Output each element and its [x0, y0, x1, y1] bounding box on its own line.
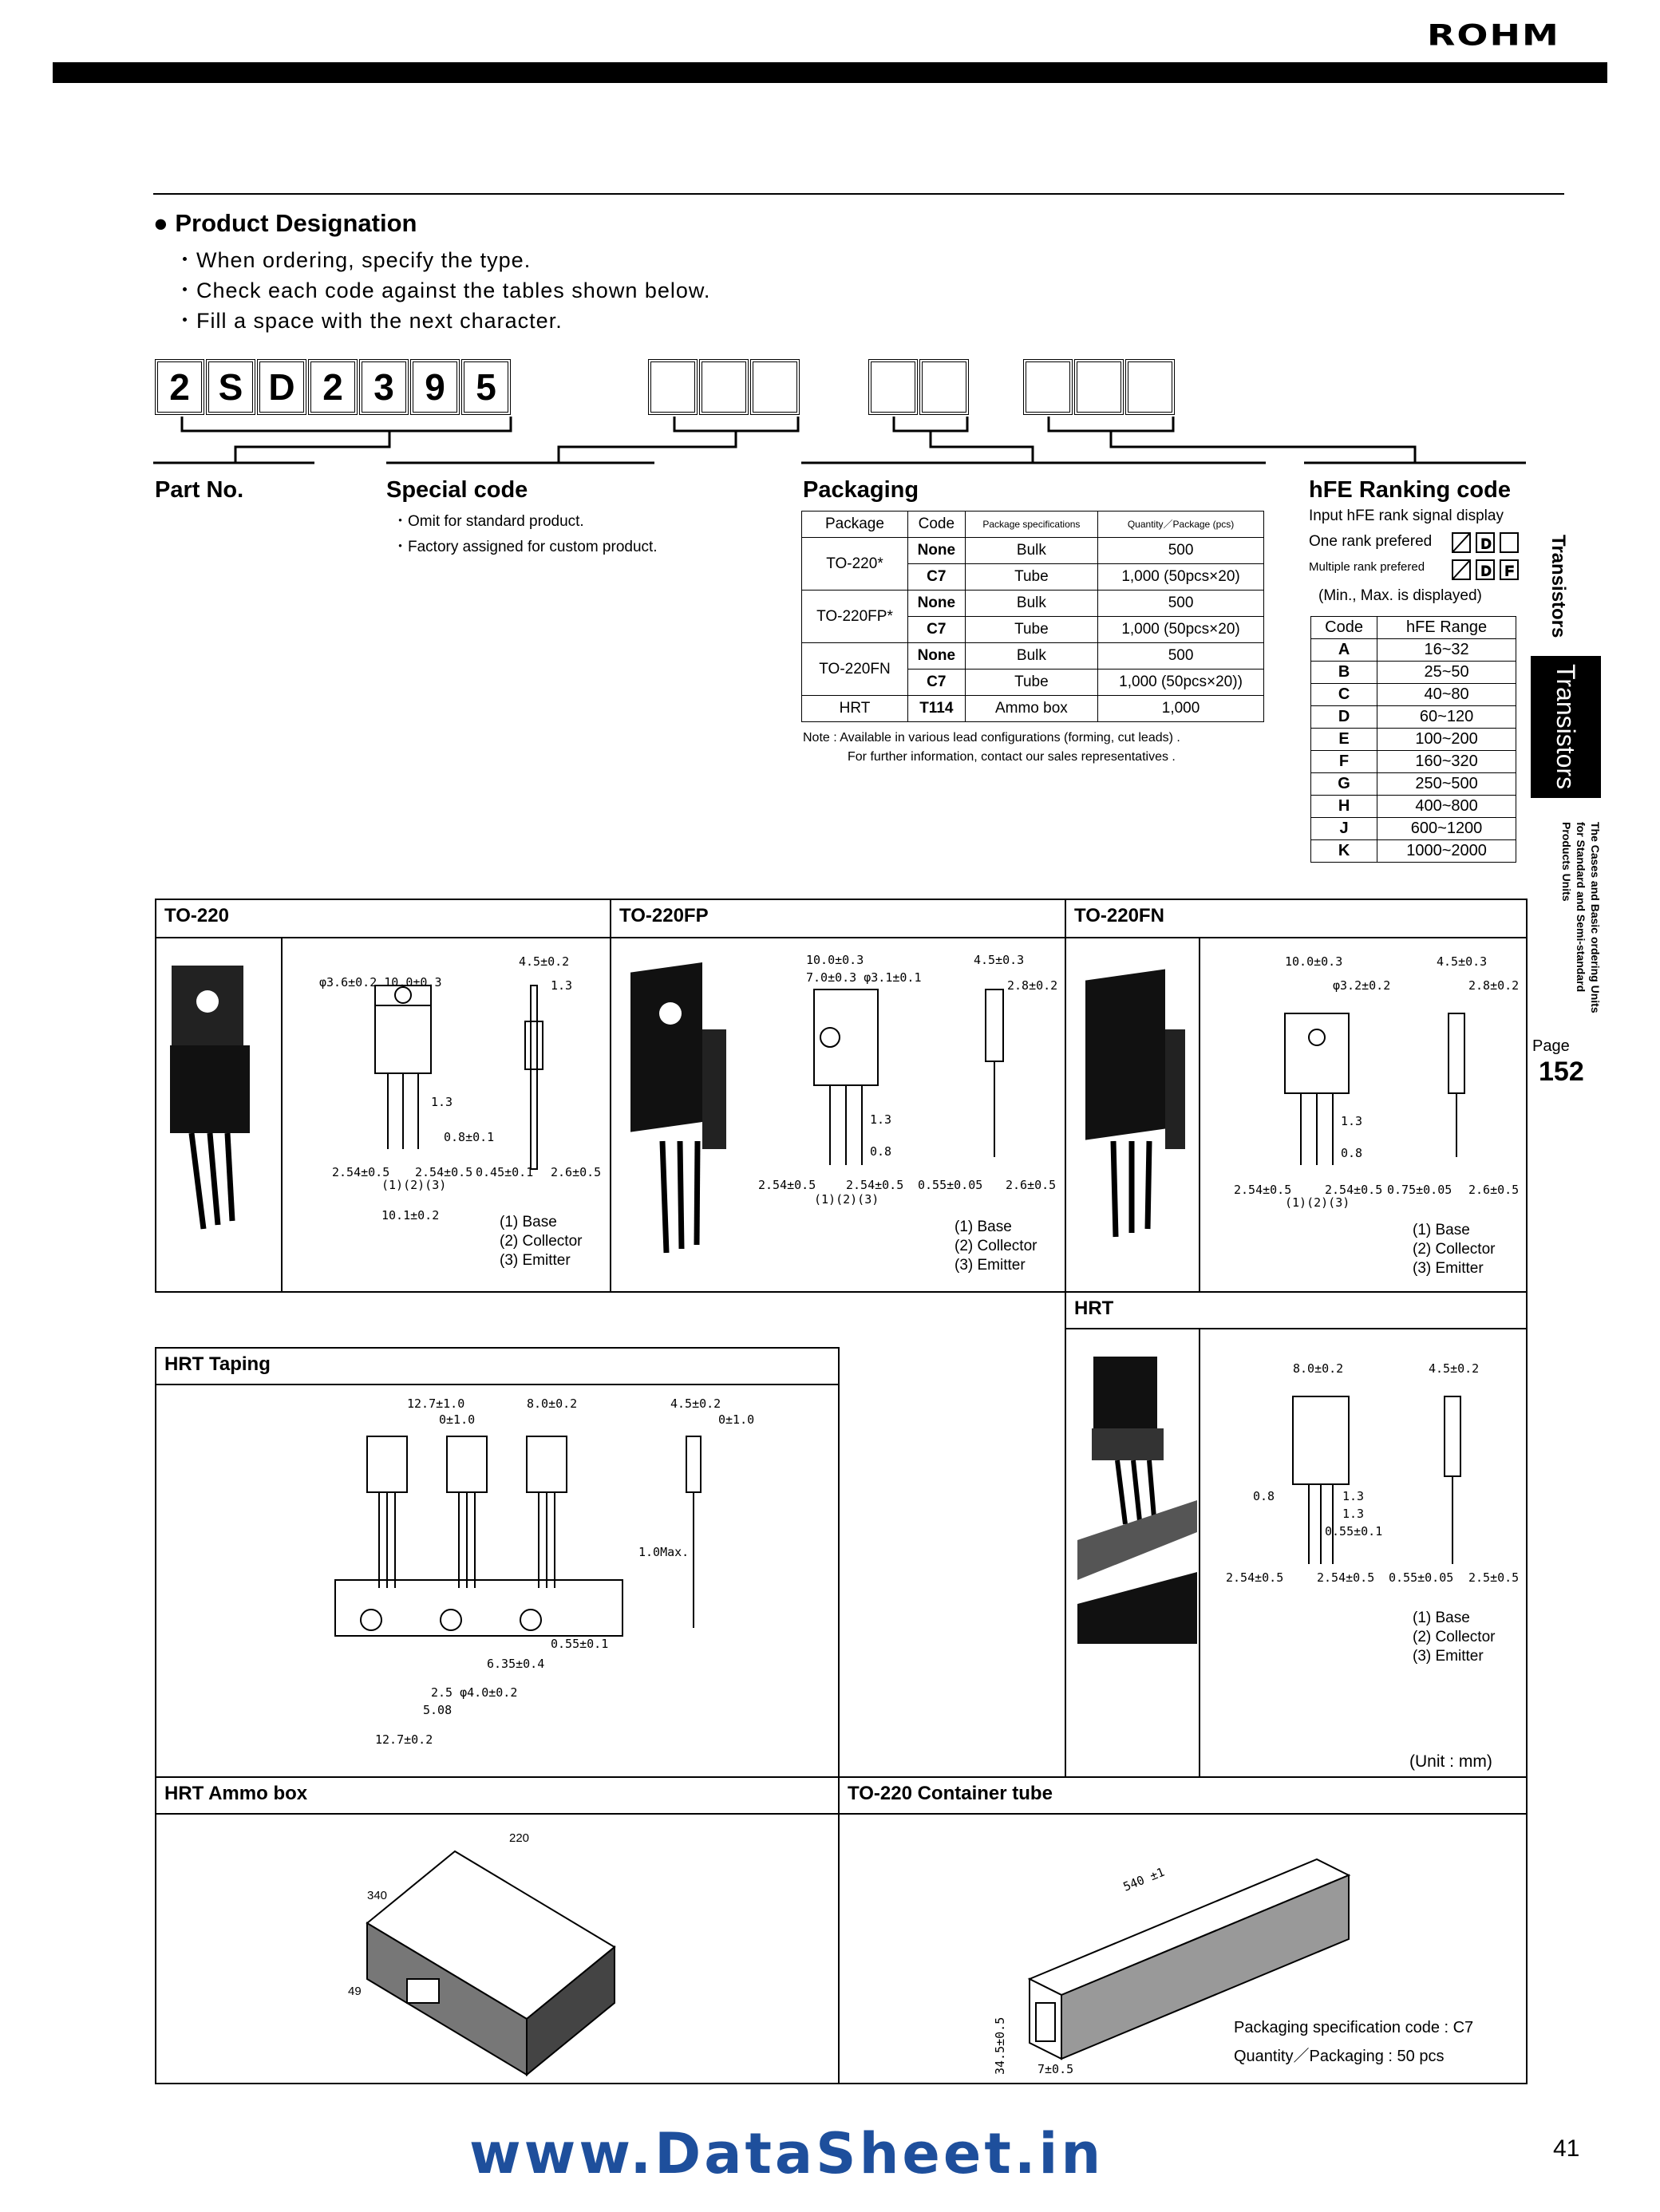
svg-text:2.5±0.5: 2.5±0.5 — [1468, 1570, 1520, 1585]
table-cell: E — [1311, 729, 1377, 751]
svg-text:2.6±0.5: 2.6±0.5 — [551, 1165, 602, 1179]
packaging-note-1: Note : Available in various lead configurations (forming, cut leads) . — [803, 731, 1180, 745]
transistors-tab[interactable]: Transistors — [1531, 656, 1601, 798]
brand-logo: ROHM — [1427, 18, 1560, 53]
svg-text:2.54±0.5: 2.54±0.5 — [1226, 1570, 1284, 1585]
bracket-lines — [0, 0, 1660, 511]
legend-item: (1) Base — [1413, 1222, 1470, 1238]
table-cell: C — [1311, 684, 1377, 706]
rank-boxes — [1452, 530, 1532, 586]
char-box: S — [206, 359, 255, 415]
svg-text:2.54±0.5: 2.54±0.5 — [1325, 1183, 1383, 1197]
svg-text:2.54±0.5: 2.54±0.5 — [846, 1178, 904, 1192]
table-cell: TO-220FN — [802, 643, 908, 696]
svg-text:2.54±0.5: 2.54±0.5 — [332, 1165, 390, 1179]
tube-title: TO-220 Container tube — [848, 1783, 1053, 1804]
divider — [1065, 937, 1528, 938]
divider — [155, 1384, 840, 1385]
table-cell: 1000~2000 — [1377, 840, 1516, 863]
table-cell: Tube — [965, 617, 1097, 643]
side-label-cases: The Cases and Basic ordering Units for Standard and Semi-standard Products Units — [1531, 822, 1603, 1021]
divider — [1065, 1328, 1528, 1329]
char-box: 3 — [359, 359, 409, 415]
table-cell: Tube — [965, 670, 1097, 696]
instruction-3: ・Fill a space with the next character. — [174, 309, 563, 333]
svg-text:2.8±0.2: 2.8±0.2 — [1468, 978, 1520, 993]
table-cell: 100~200 — [1377, 729, 1516, 751]
hrt-ammo-title: HRT Ammo box — [164, 1783, 308, 1804]
svg-text:6.35±0.4: 6.35±0.4 — [487, 1657, 545, 1671]
table-cell: HRT — [802, 696, 908, 722]
table-cell: G — [1311, 773, 1377, 796]
divider — [1199, 938, 1200, 1293]
legend-item: (1) Base — [955, 1219, 1012, 1235]
to220-title: TO-220 — [164, 905, 229, 926]
svg-text:2.54±0.5: 2.54±0.5 — [1234, 1183, 1292, 1197]
table-cell: 600~1200 — [1377, 818, 1516, 840]
divider — [281, 938, 283, 1293]
divider — [1199, 1329, 1200, 1778]
table-cell: 40~80 — [1377, 684, 1516, 706]
table-cell: 250~500 — [1377, 773, 1516, 796]
svg-text:(1)(2)(3): (1)(2)(3) — [381, 1178, 447, 1192]
packaging-note-2: For further information, contact our sales representatives . — [848, 750, 1176, 764]
svg-text:4.5±0.2: 4.5±0.2 — [519, 954, 570, 969]
char-box: D — [257, 359, 306, 415]
svg-text:10.0±0.3: 10.0±0.3 — [1285, 954, 1343, 969]
legend-item: (1) Base — [500, 1214, 557, 1230]
svg-text:8.0±0.2: 8.0±0.2 — [1293, 1361, 1344, 1376]
table-cell: 25~50 — [1377, 662, 1516, 684]
table-header: Package specifications — [965, 512, 1097, 538]
svg-text:0.55±0.1: 0.55±0.1 — [1325, 1524, 1383, 1539]
svg-text:2.5 φ4.0±0.2: 2.5 φ4.0±0.2 — [431, 1685, 518, 1700]
table-cell: 500 — [1098, 643, 1264, 670]
legend-item: (2) Collector — [955, 1238, 1038, 1254]
table-header: Code — [907, 512, 965, 538]
to220fn-title: TO-220FN — [1074, 905, 1164, 926]
tube-height-dim: 34.5±0.5 — [993, 2016, 1007, 2075]
table-cell: K — [1311, 840, 1377, 863]
to220fp-outline-drawing — [750, 950, 1061, 1205]
table-cell: C7 — [907, 564, 965, 591]
tube-note-1: Packaging specification code : C7 — [1234, 2019, 1474, 2036]
svg-text:F: F — [1505, 563, 1514, 579]
legend-item: (3) Emitter — [955, 1257, 1026, 1274]
char-box: 2 — [155, 359, 204, 415]
table-cell: Tube — [965, 564, 1097, 591]
table-header: hFE Range — [1377, 617, 1516, 639]
hfe-label: hFE Ranking code — [1309, 477, 1511, 503]
to220fp-title: TO-220FP — [619, 905, 709, 926]
divider — [838, 1813, 1528, 1815]
special-note-2: ・Factory assigned for custom product. — [393, 539, 658, 555]
table-cell: TO-220FP* — [802, 591, 908, 643]
svg-text:0.75±0.05: 0.75±0.05 — [1387, 1183, 1452, 1197]
svg-text:4.5±0.2: 4.5±0.2 — [1429, 1361, 1480, 1376]
svg-text:4.5±0.3: 4.5±0.3 — [974, 953, 1025, 967]
to220fn-outline-drawing — [1205, 950, 1524, 1210]
table-cell: Bulk — [965, 538, 1097, 564]
page-ref-number[interactable]: 152 — [1539, 1057, 1584, 1087]
svg-text:10.0±0.3: 10.0±0.3 — [806, 953, 864, 967]
table-cell: 60~120 — [1377, 706, 1516, 729]
table-cell: None — [907, 591, 965, 617]
section-title: ● Product Designation — [153, 209, 417, 237]
svg-text:1.3: 1.3 — [870, 1112, 892, 1127]
special-note-1: ・Omit for standard product. — [393, 513, 584, 530]
hrt-photo — [1077, 1341, 1197, 1644]
char-box: 2 — [308, 359, 358, 415]
svg-text:2.6±0.5: 2.6±0.5 — [1006, 1178, 1057, 1192]
packaging-table — [801, 511, 1264, 722]
char-box: 5 — [461, 359, 511, 415]
svg-text:(1)(2)(3): (1)(2)(3) — [814, 1192, 879, 1207]
table-cell: 1,000 — [1098, 696, 1264, 722]
ammo-box-drawing — [335, 1827, 638, 2067]
tube-note-2: Quantity／Packaging : 50 pcs — [1234, 2048, 1445, 2065]
hfe-line-1: Input hFE rank signal display — [1309, 508, 1504, 524]
watermark-link[interactable]: www.DataSheet.in — [469, 2121, 1105, 2186]
legend-item: (3) Emitter — [1413, 1648, 1484, 1665]
svg-text:(1)(2)(3): (1)(2)(3) — [1285, 1195, 1350, 1210]
table-cell: Ammo box — [965, 696, 1097, 722]
table-header: Code — [1311, 617, 1377, 639]
legend-item: (2) Collector — [1413, 1241, 1496, 1258]
svg-text:D: D — [1481, 536, 1492, 551]
hrt-taping-drawing — [295, 1388, 755, 1764]
table-cell: 500 — [1098, 591, 1264, 617]
table-cell: 160~320 — [1377, 751, 1516, 773]
svg-text:1.0Max.: 1.0Max. — [638, 1545, 690, 1559]
hrt-legend — [1413, 1609, 1495, 1666]
svg-text:0.8: 0.8 — [1253, 1489, 1275, 1503]
svg-text:0±1.0: 0±1.0 — [439, 1412, 476, 1427]
legend-item: (3) Emitter — [500, 1252, 571, 1269]
table-cell: J — [1311, 818, 1377, 840]
hrt-outline-drawing — [1205, 1357, 1524, 1596]
table-cell: 1,000 (50pcs×20) — [1098, 564, 1264, 591]
svg-text:2.54±0.5: 2.54±0.5 — [1317, 1570, 1375, 1585]
table-cell: F — [1311, 751, 1377, 773]
svg-text:2.54±0.5: 2.54±0.5 — [758, 1178, 816, 1192]
table-header: Package — [802, 512, 908, 538]
product-designation-title: Product Designation — [175, 209, 417, 237]
svg-text:1.3: 1.3 — [1342, 1507, 1365, 1521]
table-cell: C7 — [907, 670, 965, 696]
svg-text:0.45±0.1: 0.45±0.1 — [476, 1165, 534, 1179]
svg-text:0.55±0.1: 0.55±0.1 — [551, 1637, 609, 1651]
tube-width-dim: 7±0.5 — [1038, 2062, 1074, 2076]
to220fp-legend — [955, 1218, 1037, 1275]
table-cell: B — [1311, 662, 1377, 684]
svg-text:2.54±0.5: 2.54±0.5 — [415, 1165, 473, 1179]
legend-item: (3) Emitter — [1413, 1260, 1484, 1277]
divider — [155, 1813, 840, 1815]
svg-text:2.6±0.5: 2.6±0.5 — [1468, 1183, 1520, 1197]
svg-text:1.3: 1.3 — [431, 1095, 453, 1109]
ammo-dim-b: 340 — [367, 1889, 388, 1902]
svg-text:1.3: 1.3 — [1342, 1489, 1365, 1503]
svg-text:0.55±0.05: 0.55±0.05 — [1389, 1570, 1454, 1585]
svg-text:1.3: 1.3 — [1341, 1114, 1363, 1128]
hrt-title: HRT — [1074, 1298, 1114, 1319]
special-code-label: Special code — [386, 477, 528, 503]
unit-label: (Unit : mm) — [1409, 1752, 1492, 1771]
container-tube-drawing — [982, 1827, 1365, 2075]
table-cell: C7 — [907, 617, 965, 643]
svg-text:10.1±0.2: 10.1±0.2 — [381, 1208, 440, 1223]
ammo-dim-c: 49 — [348, 1985, 362, 1998]
svg-text:1.3: 1.3 — [551, 978, 573, 993]
svg-text:12.7±0.2: 12.7±0.2 — [375, 1732, 433, 1747]
table-cell: Bulk — [965, 591, 1097, 617]
svg-text:8.0±0.2: 8.0±0.2 — [527, 1396, 578, 1411]
hfe-line-4: (Min., Max. is displayed) — [1318, 587, 1482, 604]
instruction-2: ・Check each code against the tables shown below. — [174, 278, 711, 302]
table-cell: 500 — [1098, 538, 1264, 564]
table-cell: TO-220* — [802, 538, 908, 591]
to220fp-photo — [622, 958, 742, 1261]
page-ref-label: Page — [1532, 1037, 1570, 1055]
legend-item: (2) Collector — [1413, 1629, 1496, 1645]
svg-text:D: D — [1481, 563, 1492, 579]
part-no-label: Part No. — [155, 477, 244, 503]
side-label-transistors: Transistors — [1547, 535, 1569, 638]
svg-text:0±1.0: 0±1.0 — [718, 1412, 755, 1427]
svg-text:4.5±0.3: 4.5±0.3 — [1437, 954, 1488, 969]
divider — [610, 937, 1066, 938]
svg-text:φ3.2±0.2: φ3.2±0.2 — [1333, 978, 1391, 993]
hfe-line-3: Multiple rank prefered — [1309, 560, 1425, 574]
table-cell: D — [1311, 706, 1377, 729]
svg-text:0.55±0.05: 0.55±0.05 — [918, 1178, 983, 1192]
hfe-table — [1310, 616, 1516, 863]
svg-text:5.08: 5.08 — [423, 1703, 453, 1717]
table-cell: Bulk — [965, 643, 1097, 670]
char-box: 9 — [410, 359, 460, 415]
divider — [155, 937, 611, 938]
table-cell: None — [907, 643, 965, 670]
svg-text:0.8±0.1: 0.8±0.1 — [444, 1130, 495, 1144]
table-cell: None — [907, 538, 965, 564]
svg-text:0.8: 0.8 — [870, 1144, 892, 1159]
to220fn-legend — [1413, 1221, 1495, 1278]
table-cell: A — [1311, 639, 1377, 662]
svg-text:7.0±0.3 φ3.1±0.1: 7.0±0.3 φ3.1±0.1 — [806, 970, 922, 985]
table-cell: 1,000 (50pcs×20)) — [1098, 670, 1264, 696]
page-number: 41 — [1553, 2135, 1580, 2162]
to220-photo — [164, 966, 275, 1237]
packaging-label: Packaging — [803, 477, 919, 503]
instruction-1: ・When ordering, specify the type. — [174, 248, 532, 272]
svg-text:12.7±1.0: 12.7±1.0 — [407, 1396, 465, 1411]
table-header: Quantity／Package (pcs) — [1098, 512, 1264, 538]
legend-item: (2) Collector — [500, 1233, 583, 1250]
svg-text:0.8: 0.8 — [1341, 1146, 1363, 1160]
svg-text:4.5±0.2: 4.5±0.2 — [670, 1396, 721, 1411]
legend-item: (1) Base — [1413, 1610, 1470, 1626]
table-cell: 1,000 (50pcs×20) — [1098, 617, 1264, 643]
svg-text:φ3.6±0.2 10.0±0.3: φ3.6±0.2 10.0±0.3 — [319, 975, 442, 989]
to220-legend — [500, 1213, 582, 1270]
tube-length-dim: 540 ±1 — [1120, 1864, 1167, 1894]
hfe-line-2: One rank prefered — [1309, 533, 1433, 550]
hrt-taping-title: HRT Taping — [164, 1353, 271, 1375]
svg-text:2.8±0.2: 2.8±0.2 — [1007, 978, 1058, 993]
table-cell: T114 — [907, 696, 965, 722]
ammo-dim-a: 220 — [509, 1831, 530, 1845]
table-cell: 400~800 — [1377, 796, 1516, 818]
to220fn-photo — [1077, 966, 1197, 1253]
table-cell: 16~32 — [1377, 639, 1516, 662]
table-cell: H — [1311, 796, 1377, 818]
